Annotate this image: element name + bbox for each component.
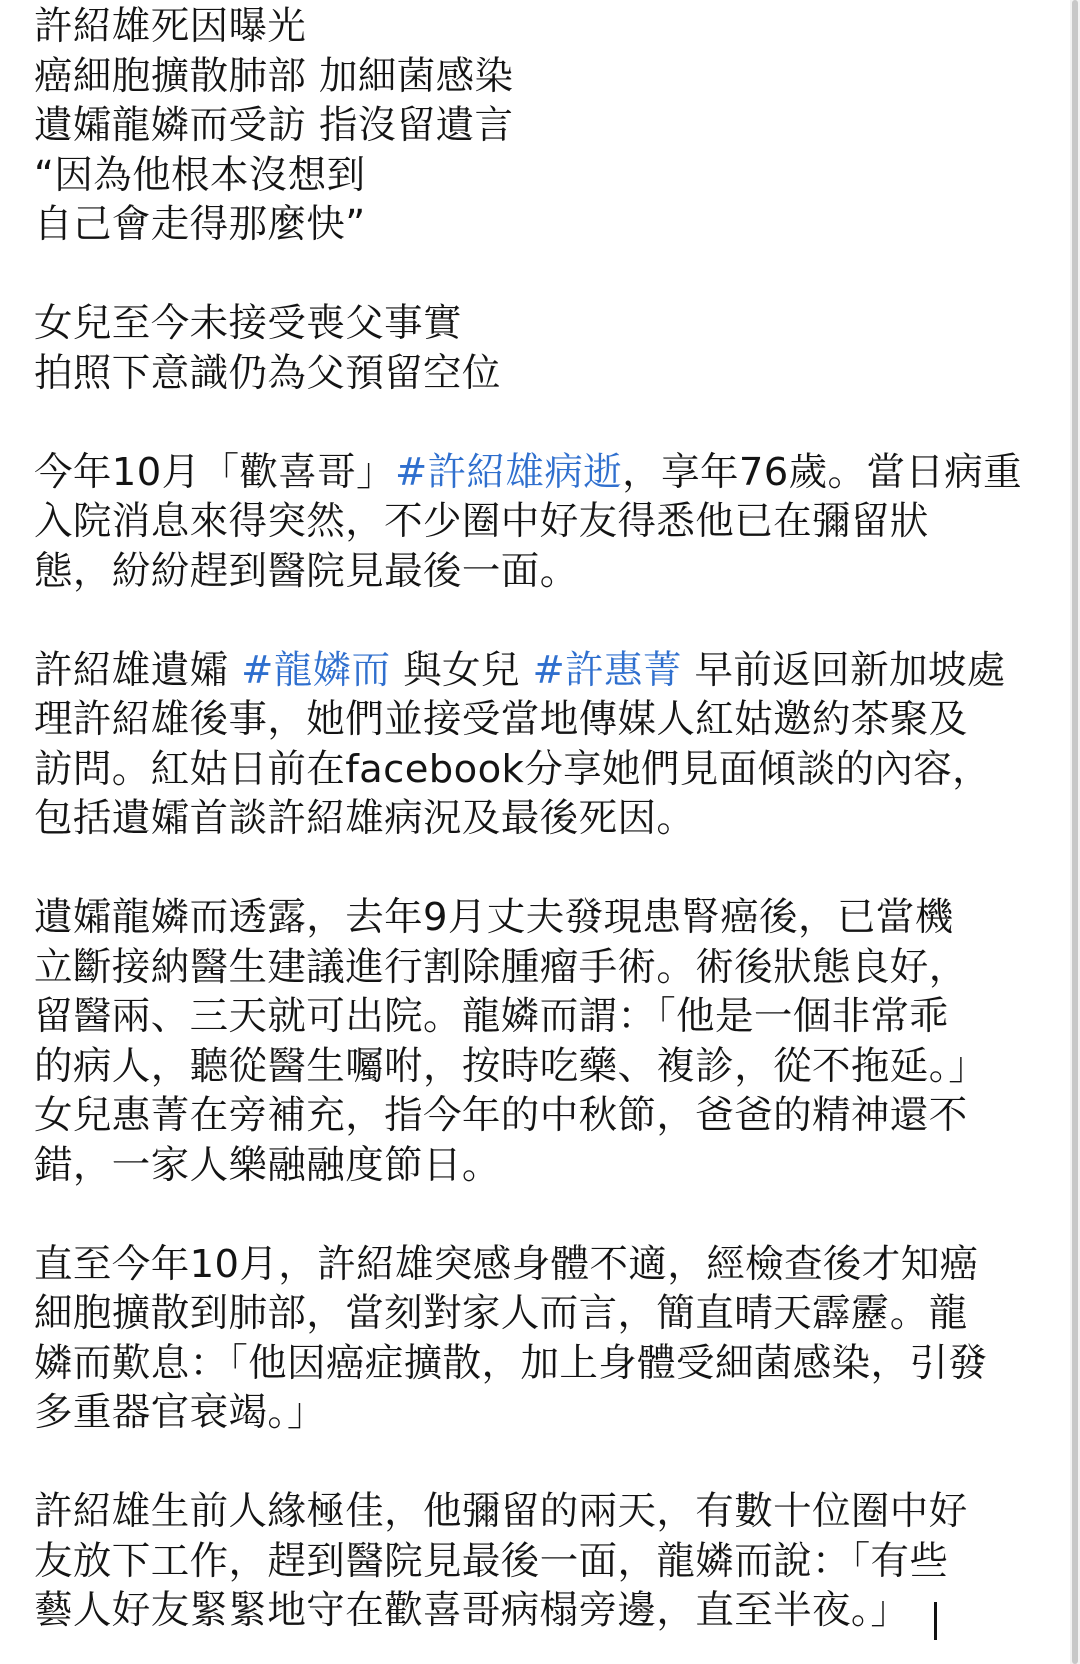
paragraph-line: 友放下工作，趕到醫院見最後一面，龍嫾而說：「有些 (34, 1538, 949, 1584)
paragraph-line: 態，紛紛趕到醫院見最後一面。 (34, 548, 579, 594)
subhead-line: 女兒至今未接受喪父事實 (34, 301, 462, 346)
paragraph-line: 藝人好友緊緊地守在歡喜哥病榻旁邊，直至半夜。」 (34, 1588, 910, 1633)
hashtag-link[interactable]: #許紹雄病逝 (395, 449, 623, 495)
paragraph-line: 的病人，聽從醫生囑咐，按時吃藥、複診，從不拖延。」 (34, 1043, 988, 1089)
paragraph-1 (34, 448, 1034, 597)
text-run: 許紹雄遺孀 (34, 647, 242, 693)
paragraph-5 (34, 1487, 1034, 1636)
headline-line: 許紹雄死因曝光 (34, 4, 307, 49)
text-cursor (934, 1602, 937, 1640)
paragraph-gap (34, 398, 1034, 448)
paragraph-gap (34, 596, 1034, 646)
hashtag-link[interactable]: #龍嫾而 (241, 647, 391, 693)
paragraph-gap (34, 250, 1034, 300)
paragraph-gap (34, 1190, 1034, 1240)
headline-line: 自己會走得那麼快” (34, 202, 366, 247)
hashtag-link[interactable]: #許惠菁 (532, 647, 682, 693)
paragraph-line: 多重器官衰竭。」 (34, 1390, 326, 1435)
paragraph-2 (34, 646, 1034, 844)
paragraph-line (34, 646, 1034, 696)
paragraph-line: 包括遺孀首談許紹雄病況及最後死因。 (34, 796, 696, 841)
paragraph-line: 細胞擴散到肺部，當刻對家人而言，簡直晴天霹靂。龍 (34, 1291, 968, 1336)
subhead-line: 拍照下意識仍為父預留空位 (34, 350, 501, 396)
paragraph-4 (34, 1240, 1034, 1438)
headline-block (34, 2, 1034, 250)
scrollbar[interactable] (1070, 0, 1080, 1664)
text-run: 早前返回新加坡處 (681, 647, 1006, 693)
post-text (34, 2, 1034, 1636)
paragraph-line (34, 448, 1034, 498)
paragraph-line: 訪問。紅姑日前在facebook分享她們見面傾談的內容， (34, 746, 992, 792)
paragraph-line: 許紹雄生前人緣極佳，他彌留的兩天，有數十位圈中好 (34, 1489, 968, 1534)
headline-line: 遺孀龍嫾而受訪 指沒留遺言 (34, 103, 514, 148)
text-run: ，享年76歲。當日病重 (622, 449, 1023, 495)
text-run: 與女兒 (390, 647, 533, 693)
paragraph-line: 立斷接納醫生建議進行割除腫瘤手術。術後狀態良好， (34, 944, 968, 990)
headline-line: 癌細胞擴散肺部 加細菌感染 (34, 53, 514, 99)
paragraph-line: 嫾而歎息：「他因癌症擴散，加上身體受細菌感染，引發 (34, 1340, 988, 1386)
text-run: 今年10月「歡喜哥」 (34, 449, 395, 495)
scrollbar-thumb[interactable] (1072, 0, 1078, 1664)
paragraph-line: 直至今年10月，許紹雄突感身體不適，經檢查後才知癌 (34, 1241, 979, 1287)
paragraph-3 (34, 893, 1034, 1190)
paragraph-gap (34, 844, 1034, 894)
paragraph-line: 錯，一家人樂融融度節日。 (34, 1142, 501, 1188)
headline-line: “因為他根本沒想到 (34, 152, 366, 198)
paragraph-gap (34, 1438, 1034, 1488)
subhead-block (34, 299, 1034, 398)
paragraph-line: 理許紹雄後事，她們並接受當地傳媒人紅姑邀約茶聚及 (34, 697, 968, 742)
paragraph-line: 入院消息來得突然，不少圈中好友得悉他已在彌留狀 (34, 499, 929, 544)
paragraph-line: 留醫兩、三天就可出院。龍嫾而謂：「他是一個非常乖 (34, 994, 949, 1039)
paragraph-line: 女兒惠菁在旁補充，指今年的中秋節，爸爸的精神還不 (34, 1093, 968, 1138)
paragraph-line: 遺孀龍嫾而透露，去年9月丈夫發現患腎癌後，已當機 (34, 895, 954, 940)
